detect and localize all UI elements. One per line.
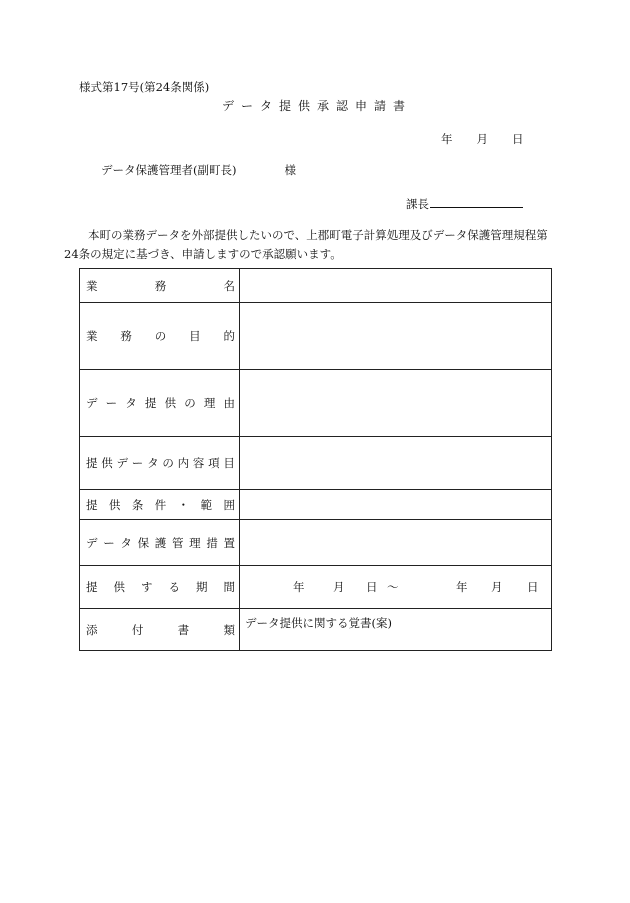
application-table	[79, 268, 552, 651]
label-provision-reason	[80, 370, 240, 437]
label-char: ー	[105, 396, 118, 410]
application-date	[441, 134, 524, 146]
applicant-signature	[406, 197, 523, 211]
field-data-items[interactable]	[240, 437, 552, 490]
label-char: デ	[116, 456, 129, 470]
label-char: デ	[86, 535, 98, 550]
period-start-year: 年	[293, 580, 305, 594]
label-char: 書	[177, 622, 190, 637]
label-char: 供	[164, 396, 177, 410]
label-provision-period	[80, 566, 240, 609]
form-number: 様式第17号(第24条関係)	[79, 80, 210, 94]
applicant-title: 課長	[406, 197, 429, 211]
period-start-month: 月	[333, 580, 345, 594]
label-char: 理	[203, 396, 216, 410]
label-char: 囲	[223, 497, 235, 512]
label-char: す	[141, 580, 153, 594]
label-char: 供	[108, 497, 121, 512]
label-char: 類	[223, 622, 235, 637]
label-business-name	[80, 269, 240, 303]
label-char: 業	[86, 278, 98, 293]
label-business-purpose	[80, 303, 240, 370]
label-char: タ	[125, 396, 137, 410]
table-row	[80, 566, 552, 609]
label-char: 提	[144, 396, 157, 410]
label-char: 提	[86, 580, 98, 594]
label-char: 内	[177, 456, 190, 470]
table-row	[80, 609, 552, 651]
label-char: ー	[103, 535, 115, 550]
table-row	[80, 490, 552, 520]
label-char: 措	[206, 535, 218, 550]
period-tilde: 〜	[387, 580, 399, 594]
date-month: 月	[476, 132, 488, 146]
label-char: 件	[154, 497, 167, 512]
field-provision-reason[interactable]	[240, 370, 552, 437]
table-row	[80, 520, 552, 566]
signature-line[interactable]	[430, 197, 523, 208]
label-char: 保	[137, 535, 150, 550]
table-row	[80, 269, 552, 303]
label-char: の	[154, 329, 167, 343]
label-char: デ	[86, 396, 98, 410]
label-char: タ	[147, 456, 159, 470]
table-row	[80, 437, 552, 490]
period-end-day: 日	[527, 580, 539, 594]
addressee-name: データ保護管理者(副町長)	[101, 163, 237, 177]
field-provision-period[interactable]	[240, 566, 552, 609]
label-char: 供	[101, 456, 113, 470]
addressee-honorific: 様	[284, 163, 296, 177]
label-char: 間	[223, 580, 235, 594]
label-char: 供	[113, 580, 125, 594]
field-business-name[interactable]	[240, 269, 552, 303]
label-char: 条	[131, 497, 144, 512]
label-char: 護	[154, 535, 167, 550]
addressee	[101, 165, 296, 177]
label-char: 務	[154, 278, 167, 293]
label-char: 理	[189, 535, 201, 550]
label-char: 範	[200, 497, 213, 512]
label-char: 務	[120, 329, 132, 343]
label-char: の	[162, 456, 174, 470]
label-char: 目	[189, 329, 201, 343]
label-char: 業	[86, 329, 98, 343]
label-char: 由	[223, 396, 235, 410]
document-title: データ提供承認申請書	[221, 99, 412, 113]
label-char: ・	[177, 497, 190, 512]
period-end-year: 年	[456, 580, 468, 594]
table-row	[80, 303, 552, 370]
label-protection-measures	[80, 520, 240, 566]
label-char: 項	[208, 456, 220, 470]
label-char: タ	[120, 535, 132, 550]
label-char: 付	[131, 622, 144, 637]
label-char: 置	[223, 535, 235, 550]
field-protection-measures[interactable]	[240, 520, 552, 566]
label-attachments	[80, 609, 240, 651]
request-statement: 本町の業務データを外部提供したいので、上郡町電子計算処理及びデータ保護管理規程第24条の規定に基づき、申請しますので承認願います。	[64, 228, 548, 261]
date-year: 年	[441, 132, 453, 146]
table-row	[80, 370, 552, 437]
period-end-month: 月	[491, 580, 503, 594]
label-char: 添	[86, 622, 98, 637]
label-char: 期	[196, 580, 208, 594]
label-char: 的	[223, 329, 235, 343]
label-char: 名	[223, 278, 235, 293]
field-business-purpose[interactable]	[240, 303, 552, 370]
label-char: る	[168, 580, 180, 594]
date-day: 日	[512, 132, 524, 146]
field-attachments[interactable]	[240, 609, 552, 651]
period-start-day: 日	[366, 580, 378, 594]
label-data-items	[80, 437, 240, 490]
label-char: ー	[131, 456, 144, 470]
label-char: の	[184, 396, 196, 410]
label-char: 提	[86, 497, 98, 512]
label-char: 容	[192, 456, 205, 470]
label-conditions-scope	[80, 490, 240, 520]
field-conditions-scope[interactable]	[240, 490, 552, 520]
label-char: 提	[86, 456, 98, 470]
label-char: 管	[171, 535, 184, 550]
label-char: 目	[223, 456, 235, 470]
attachment-text: データ提供に関する覚書(案)	[245, 616, 392, 630]
